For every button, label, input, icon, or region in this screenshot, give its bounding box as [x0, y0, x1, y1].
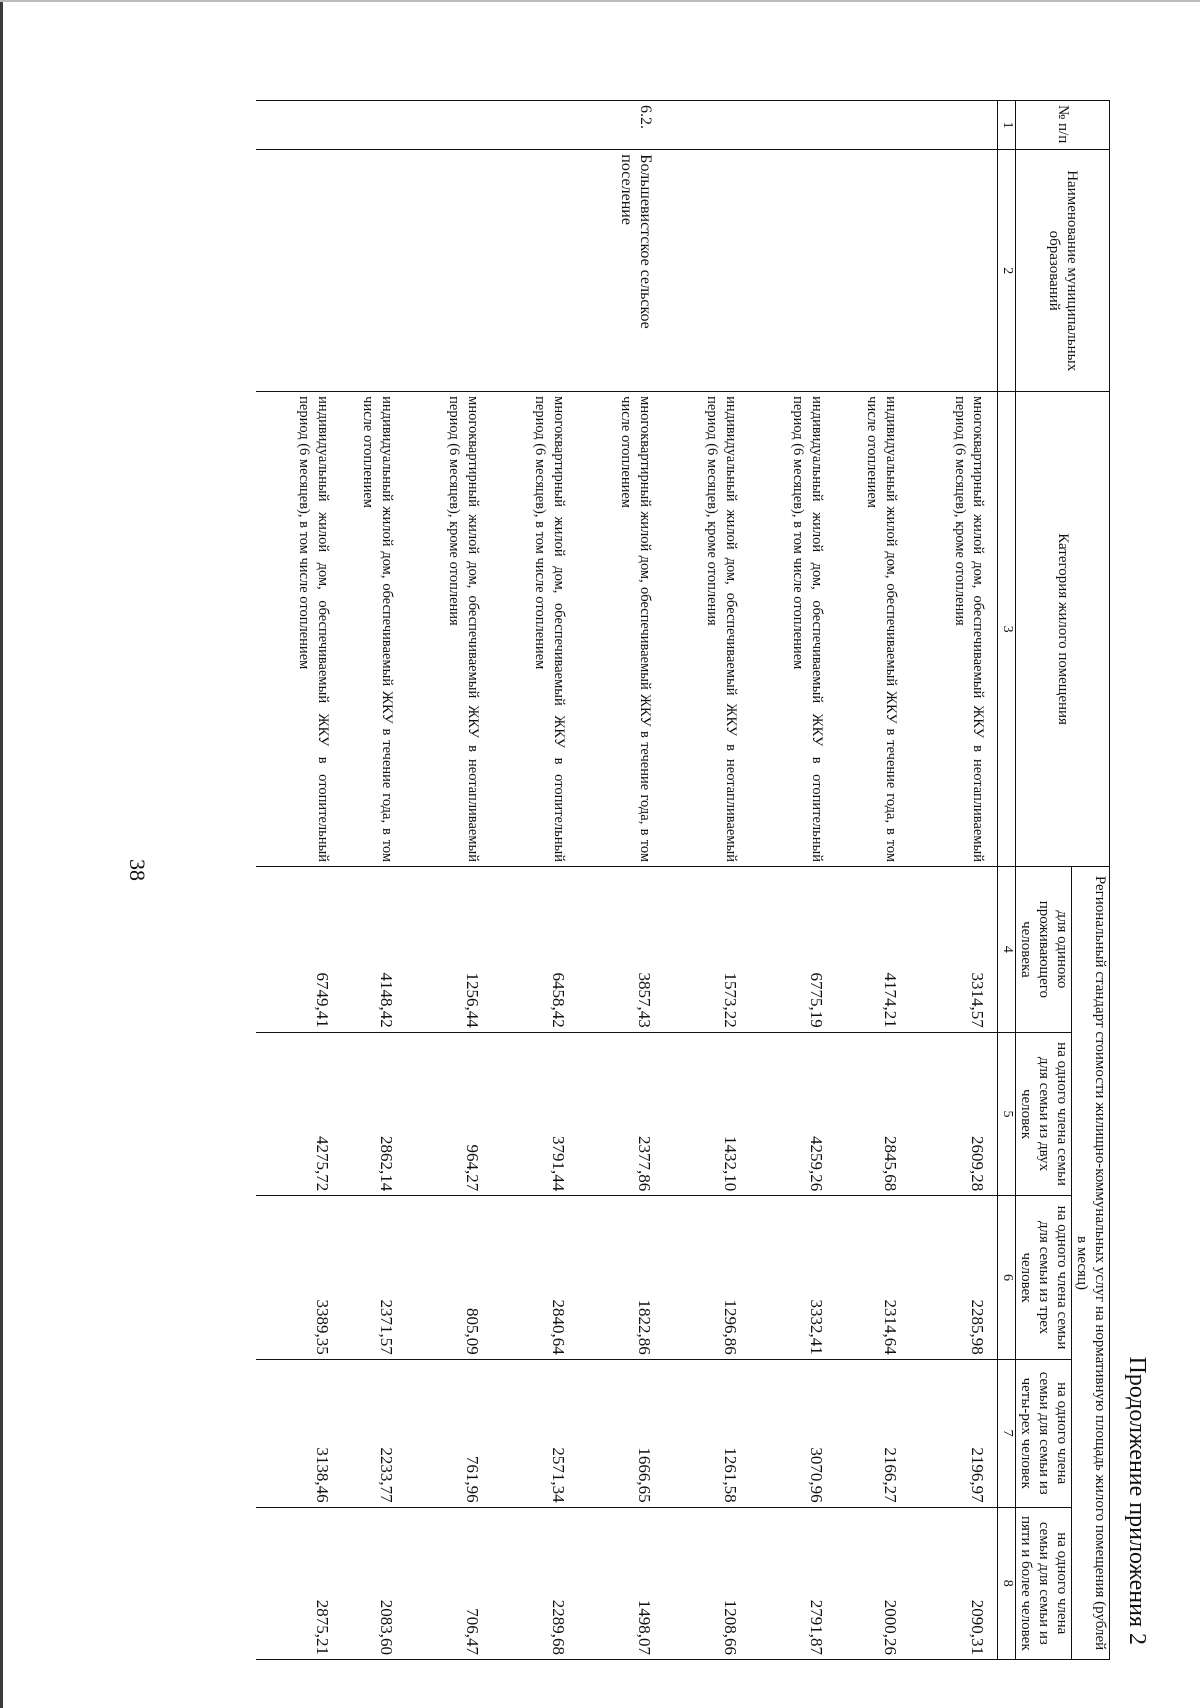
column-number: 2 — [998, 150, 1016, 392]
value-three-person: 3332,41 — [750, 1196, 836, 1360]
value-two-person: 2377,86 — [578, 1032, 664, 1196]
value-three-person: 2371,57 — [342, 1196, 406, 1360]
value-three-person: 2285,98 — [910, 1196, 998, 1360]
table-row — [664, 101, 750, 1660]
value-three-person: 805,09 — [406, 1196, 492, 1360]
category-text: многоквартирный жилой дом, обеспечиваемый ЖКУ в неотапливаемый период (6 месяцев), кроме отопления — [406, 392, 492, 867]
value-single: 3857,43 — [578, 867, 664, 1033]
table-row — [256, 101, 342, 1660]
header-number: № п/п — [1015, 101, 1109, 150]
value-two-person: 4275,72 — [256, 1032, 342, 1196]
row-index: 6.2. — [578, 101, 664, 150]
row-index — [750, 101, 836, 150]
category-text: индивидуальный жилой дом, обеспечиваемый ЖКУ в отопительный период (6 месяцев), в том числе отоплением — [256, 392, 342, 867]
value-single: 3314,57 — [910, 867, 998, 1033]
value-four-person: 3138,46 — [256, 1359, 342, 1507]
value-three-person: 2314,64 — [836, 1196, 910, 1360]
municipality-name — [342, 150, 406, 392]
row-index — [406, 101, 492, 150]
municipality-name — [910, 150, 998, 392]
table-row — [910, 101, 998, 1660]
table-body — [256, 101, 998, 1660]
category-text: индивидуальный жилой дом, обеспечиваемый ЖКУ в отопительный период (6 месяцев), в том числе отоплением — [750, 392, 836, 867]
row-index — [492, 101, 578, 150]
value-three-person: 1296,86 — [664, 1196, 750, 1360]
category-text: индивидуальный жилой дом, обеспечиваемый ЖКУ в течение года, в том числе отоплением — [342, 392, 406, 867]
value-single: 1256,44 — [406, 867, 492, 1033]
value-four-person: 2166,27 — [836, 1359, 910, 1507]
rotated-landscape-page — [125, 70, 1150, 1655]
value-single: 1573,22 — [664, 867, 750, 1033]
header-two-person: на одного члена семьи для семьи из двух человек — [1015, 1032, 1071, 1196]
category-text: индивидуальный жилой дом, обеспечиваемый ЖКУ в неотапливаемый период (6 месяцев), кроме отопления — [664, 392, 750, 867]
value-single: 4148,42 — [342, 867, 406, 1033]
header-five-plus: на одного члена семьи для семьи из пяти и более человек — [1015, 1507, 1071, 1659]
municipality-name — [664, 150, 750, 392]
scan-left-edge — [0, 0, 3, 1708]
municipality-name — [256, 150, 342, 392]
value-four-person: 1261,58 — [664, 1359, 750, 1507]
value-four-person: 761,96 — [406, 1359, 492, 1507]
column-number: 6 — [998, 1196, 1016, 1360]
row-index — [342, 101, 406, 150]
municipality-name — [836, 150, 910, 392]
header-four-person: на одного члена семьи для семьи из четы-рех человек — [1015, 1359, 1071, 1507]
value-two-person: 2845,68 — [836, 1032, 910, 1196]
value-two-person: 2609,28 — [910, 1032, 998, 1196]
header-municipality: Наименование муниципальных образований — [1015, 150, 1109, 392]
table-row — [578, 101, 664, 1660]
row-index — [664, 101, 750, 150]
appendix-title: Продолжение приложения 2 — [1124, 1356, 1150, 1645]
column-number: 3 — [998, 392, 1016, 867]
table-row — [342, 101, 406, 1660]
category-text: многоквартирный жилой дом, обеспечиваемый ЖКУ в отопительный период (6 месяцев), в том числе отоплением — [492, 392, 578, 867]
row-index — [256, 101, 342, 150]
municipality-name — [406, 150, 492, 392]
category-text: многоквартирный жилой дом, обеспечиваемый ЖКУ в течение года, в том числе отоплением — [578, 392, 664, 867]
value-two-person: 3791,44 — [492, 1032, 578, 1196]
scan-top-edge — [0, 0, 1200, 2]
category-text: индивидуальный жилой дом, обеспечиваемый ЖКУ в течение года, в том числе отоплением — [836, 392, 910, 867]
value-four-person: 2196,97 — [910, 1359, 998, 1507]
table-row — [492, 101, 578, 1660]
column-number: 8 — [998, 1507, 1016, 1659]
housing-cost-table — [256, 100, 1110, 1660]
column-number: 4 — [998, 867, 1016, 1033]
table-row — [750, 101, 836, 1660]
header-regional-standard: Региональный стандарт стоимости жилищно-коммунальных услуг на нормативную площадь жилого помещения (рублей в месяц) — [1071, 867, 1109, 1660]
value-four-person: 1666,65 — [578, 1359, 664, 1507]
column-number: 7 — [998, 1359, 1016, 1507]
row-index — [836, 101, 910, 150]
municipality-name: Большевистское сельское поселение — [578, 150, 664, 392]
value-single: 6775,19 — [750, 867, 836, 1033]
page-number: 38 — [125, 859, 150, 881]
value-two-person: 4259,26 — [750, 1032, 836, 1196]
column-number: 1 — [998, 101, 1016, 150]
value-five-plus: 2289,68 — [492, 1507, 578, 1659]
municipality-name — [750, 150, 836, 392]
value-two-person: 2862,14 — [342, 1032, 406, 1196]
value-five-plus: 2000,26 — [836, 1507, 910, 1659]
value-single: 6458,42 — [492, 867, 578, 1033]
value-five-plus: 2875,21 — [256, 1507, 342, 1659]
table-row — [836, 101, 910, 1660]
value-three-person: 3389,35 — [256, 1196, 342, 1360]
value-single: 6749,41 — [256, 867, 342, 1033]
column-number: 5 — [998, 1032, 1016, 1196]
value-three-person: 1822,86 — [578, 1196, 664, 1360]
value-five-plus: 1498,07 — [578, 1507, 664, 1659]
value-five-plus: 2083,60 — [342, 1507, 406, 1659]
table-row — [406, 101, 492, 1660]
value-two-person: 1432,10 — [664, 1032, 750, 1196]
category-text: многоквартирный жилой дом, обеспечиваемый ЖКУ в неотапливаемый период (6 месяцев), кроме отопления — [910, 392, 998, 867]
value-three-person: 2840,64 — [492, 1196, 578, 1360]
value-five-plus: 2090,31 — [910, 1507, 998, 1659]
municipality-name — [492, 150, 578, 392]
value-four-person: 3070,96 — [750, 1359, 836, 1507]
header-category: Категория жилого помещения — [1015, 392, 1109, 867]
value-two-person: 964,27 — [406, 1032, 492, 1196]
value-single: 4174,21 — [836, 867, 910, 1033]
value-five-plus: 2791,87 — [750, 1507, 836, 1659]
value-five-plus: 706,47 — [406, 1507, 492, 1659]
row-index — [910, 101, 998, 150]
value-four-person: 2233,77 — [342, 1359, 406, 1507]
header-single: для одиноко проживающего человека — [1015, 867, 1071, 1033]
value-four-person: 2571,34 — [492, 1359, 578, 1507]
header-three-person: на одного члена семьи для семьи из трех человек — [1015, 1196, 1071, 1360]
value-five-plus: 1208,66 — [664, 1507, 750, 1659]
